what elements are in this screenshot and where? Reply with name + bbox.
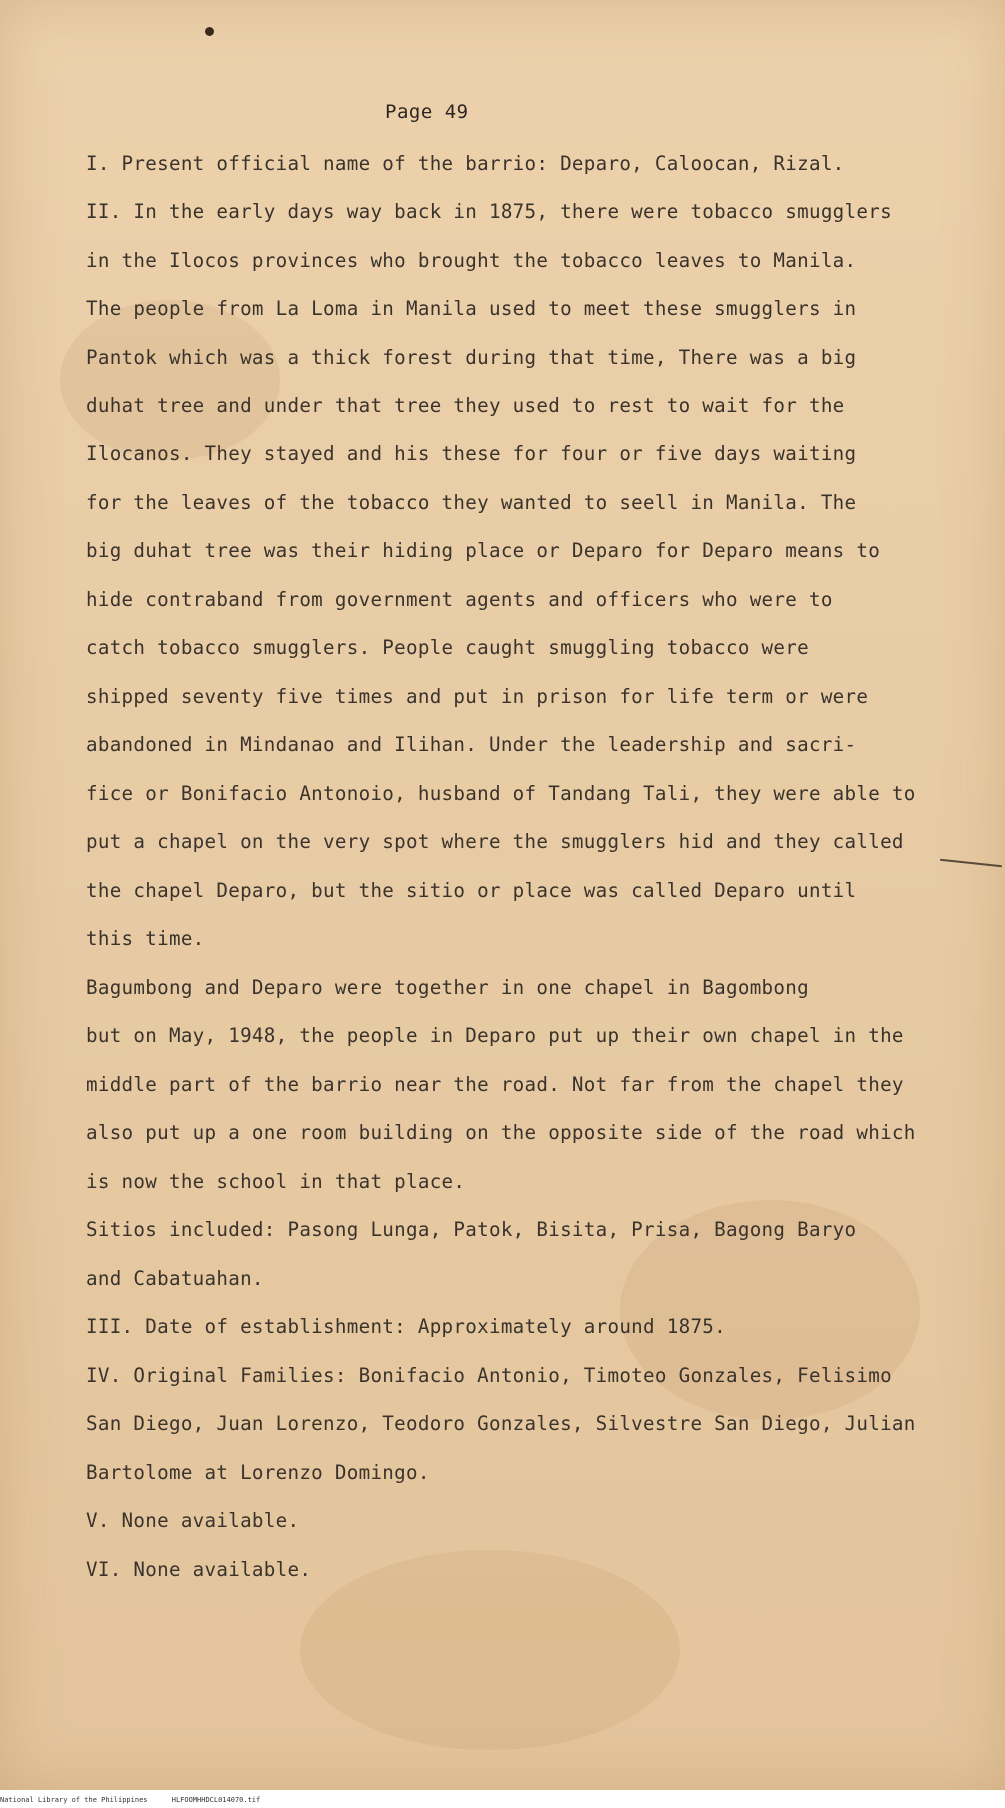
- library-credit: National Library of the Philippines: [0, 1796, 148, 1804]
- text-line: in the Ilocos provinces who brought the tobacco leaves to Manila.: [86, 249, 857, 272]
- text-line: V. None available.: [86, 1509, 300, 1532]
- text-line: and Cabatuahan.: [86, 1267, 264, 1290]
- text-line: big duhat tree was their hiding place or Deparo for Deparo means to: [86, 539, 881, 562]
- punch-hole: [205, 27, 214, 36]
- text-line: Bagumbong and Deparo were together in one chapel in Bagombong: [86, 976, 809, 999]
- text-line: abandoned in Mindanao and Ilihan. Under the leadership and sacri-: [86, 733, 857, 756]
- text-line: the chapel Deparo, but the sitio or place was called Deparo until: [86, 879, 857, 902]
- file-id: HLFOOMHHDCL014070.tif: [171, 1796, 261, 1804]
- text-line: Bartolome at Lorenzo Domingo.: [86, 1461, 430, 1484]
- text-line: hide contraband from government agents and officers who were to: [86, 588, 833, 611]
- text-line: this time.: [86, 927, 205, 950]
- text-line: The people from La Loma in Manila used to meet these smugglers in: [86, 297, 857, 320]
- text-line: San Diego, Juan Lorenzo, Teodoro Gonzales, Silvestre San Diego, Julian: [86, 1412, 916, 1435]
- text-line: IV. Original Families: Bonifacio Antonio, Timoteo Gonzales, Felisimo: [86, 1364, 892, 1387]
- margin-pencil-mark: [940, 859, 1002, 867]
- text-line: Sitios included: Pasong Lunga, Patok, Bisita, Prisa, Bagong Baryo: [86, 1218, 857, 1241]
- page-number: Page 49: [385, 101, 469, 123]
- text-line: but on May, 1948, the people in Deparo put up their own chapel in the: [86, 1024, 904, 1047]
- text-line: for the leaves of the tobacco they wanted to seell in Manila. The: [86, 491, 857, 514]
- text-line: catch tobacco smugglers. People caught smuggling tobacco were: [86, 636, 809, 659]
- text-line: Pantok which was a thick forest during that time, There was a big: [86, 346, 857, 369]
- paper-stain: [60, 300, 280, 460]
- text-line: is now the school in that place.: [86, 1170, 466, 1193]
- text-line: II. In the early days way back in 1875, there were tobacco smugglers: [86, 200, 892, 223]
- scan-footer: [0, 1792, 1005, 1808]
- text-line: duhat tree and under that tree they used to rest to wait for the: [86, 394, 845, 417]
- text-line: also put up a one room building on the opposite side of the road which: [86, 1121, 916, 1144]
- text-line: Ilocanos. They stayed and his these for four or five days waiting: [86, 442, 857, 465]
- text-line: VI. None available.: [86, 1558, 312, 1581]
- text-line: middle part of the barrio near the road. Not far from the chapel they: [86, 1073, 904, 1096]
- text-line: shipped seventy five times and put in prison for life term or were: [86, 685, 869, 708]
- text-line: I. Present official name of the barrio: Deparo, Caloocan, Rizal.: [86, 152, 845, 175]
- text-line: III. Date of establishment: Approximately around 1875.: [86, 1315, 726, 1338]
- text-line: fice or Bonifacio Antonoio, husband of Tandang Tali, they were able to: [86, 782, 916, 805]
- text-line: put a chapel on the very spot where the smugglers hid and they called: [86, 830, 904, 853]
